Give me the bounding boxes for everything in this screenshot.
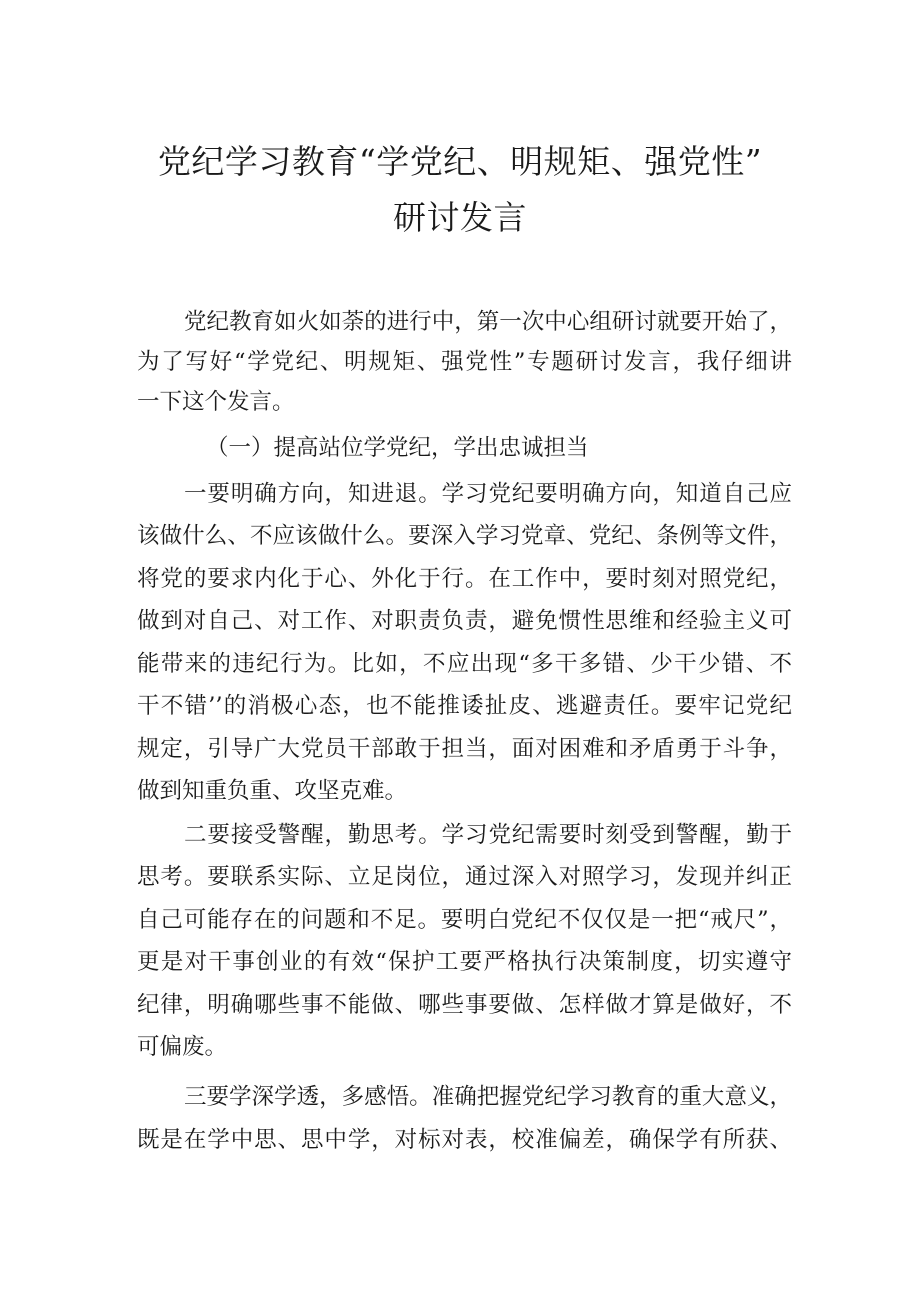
paragraph-line: 三要学深学透，多感悟。准确把握党纪学习教育的重大意义， bbox=[184, 1084, 792, 1110]
document-title-line-1: 党纪学习教育“学党纪、明规矩、强党性” bbox=[157, 142, 763, 181]
paragraph-line: 该做什么、不应该做什么。要深入学习党章、党纪、条例等文件， bbox=[137, 523, 792, 549]
paragraph-line: 自己可能存在的问题和不足。要明白党纪不仅仅是一把“戒尺”， bbox=[137, 907, 792, 933]
intro-line: 为了写好“学党纪、明规矩、强党性”专题研讨发言，我仔细讲 bbox=[137, 349, 792, 375]
paragraph-line: 可偏废。 bbox=[137, 1034, 228, 1060]
paragraph-line: 干不错’’的消极心态，也不能推诿扯皮、逃避责任。要牢记党纪 bbox=[137, 693, 792, 719]
paragraph-line: 做到对自己、对工作、对职责负责，避免惯性思维和经验主义可 bbox=[137, 608, 792, 634]
paragraph-line: 做到知重负重、攻坚克难。 bbox=[137, 778, 408, 804]
document-title-line-2: 研讨发言 bbox=[393, 198, 527, 237]
intro-line: 一下这个发言。 bbox=[137, 389, 295, 415]
paragraph-line: 更是对干事创业的有效“保护工要严格执行决策制度，切实遵守 bbox=[137, 949, 792, 975]
paragraph-line: 将党的要求内化于心、外化于行。在工作中，要时刻对照党纪， bbox=[137, 566, 792, 592]
paragraph-line: 纪律，明确哪些事不能做、哪些事要做、怎样做才算是做好，不 bbox=[137, 992, 792, 1018]
section-heading: （一）提高站位学党纪，学出忠诚担当 bbox=[206, 435, 589, 461]
paragraph-line: 既是在学中思、思中学，对标对表，校准偏差，确保学有所获、 bbox=[137, 1127, 792, 1153]
paragraph-line: 二要接受警醒，勤思考。学习党纪需要时刻受到警醒，勤于 bbox=[184, 822, 792, 848]
paragraph-line: 规定，引导广大党员干部敢于担当，面对困难和矛盾勇于斗争， bbox=[137, 736, 792, 762]
paragraph-line: 能带来的违纪行为。比如，不应出现“多干多错、少干少错、不 bbox=[137, 651, 792, 677]
intro-line: 党纪教育如火如荼的进行中，第一次中心组研讨就要开始了， bbox=[184, 309, 792, 335]
paragraph-line: 思考。要联系实际、立足岗位，通过深入对照学习，发现并纠正 bbox=[137, 864, 792, 890]
paragraph-line: 一要明确方向，知进退。学习党纪要明确方向，知道自己应 bbox=[184, 481, 792, 507]
